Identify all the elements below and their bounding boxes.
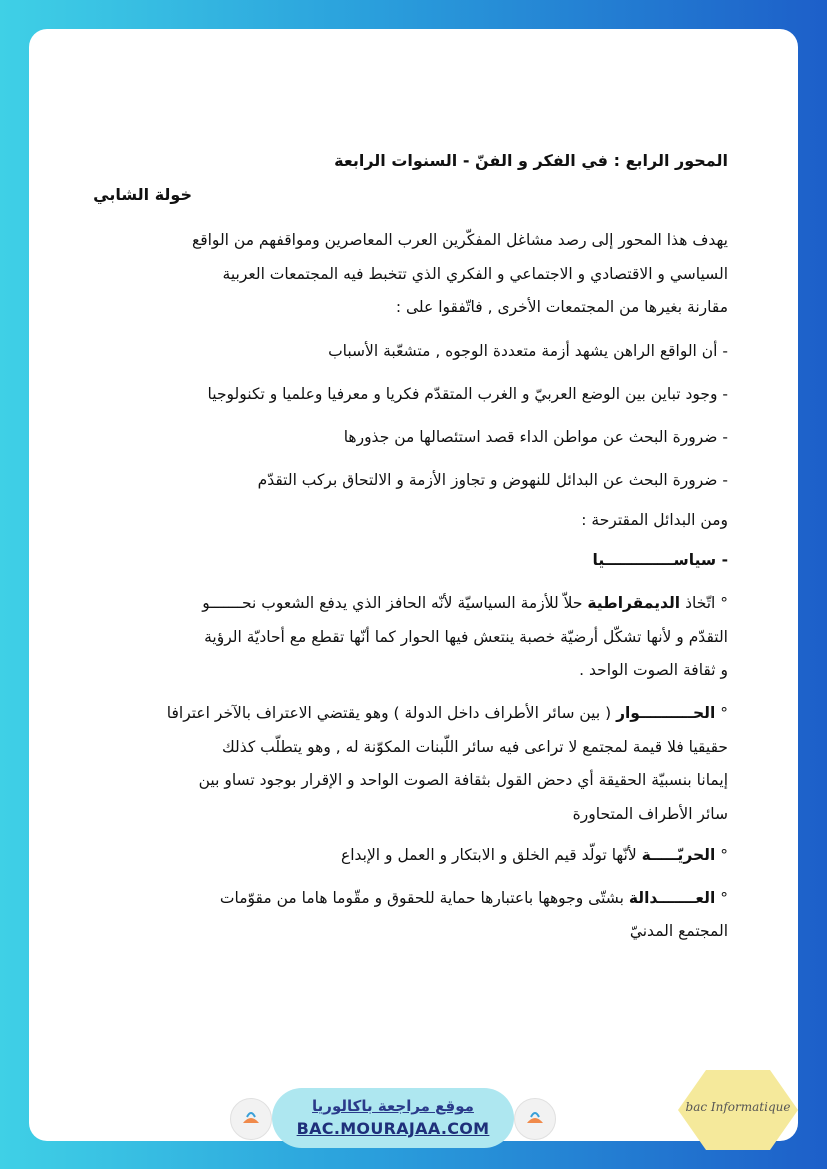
democracy-line-3: و ثقافة الصوت الواحد . — [579, 661, 728, 679]
author-name: خولة الشابي — [93, 185, 192, 204]
section-politics: - سياســـــــــــــيا — [592, 551, 728, 569]
intro-line-1: يهدف هذا المحور إلى رصد مشاغل المفكّرين العرب المعاصرين ومواقفهم من الواقع — [191, 231, 728, 249]
point-4: - ضرورة البحث عن البدائل للنهوض و تجاوز الأزمة و الالتحاق بركب التقدّم — [257, 471, 728, 489]
dialogue-line-1 — [167, 703, 728, 723]
freedom-keyword: الحريّـــــة — [641, 846, 716, 864]
site-url[interactable]: BAC.MOURAJAA.COM — [296, 1119, 490, 1138]
intro-line-3: مقارنة بغيرها من المجتمعات الأخرى , فاتّفقوا على : — [395, 298, 728, 316]
point-1: - أن الواقع الراهن يشهد أزمة متعددة الوجوه , متشعّبة الأسباب — [328, 342, 728, 360]
freedom-text: لأنّها تولّد قيم الخلق و الابتكار و العمل و الإبداع — [340, 846, 637, 864]
intro-line-2: السياسي و الاقتصادي و الاجتماعي و الفكري الذي تتخبط فيه المجتمعات العربية — [222, 265, 728, 283]
point-3: - ضرورة البحث عن مواطن الداء قصد استئصالها من جذورها — [343, 428, 728, 446]
page-title: المحور الرابع : في الفكر و الفنّ - السنوات الرابعة — [334, 151, 728, 170]
bullet-prefix: ° — [720, 704, 728, 722]
democracy-line-2: التقدّم و لأنها تشكّل أرضيّة خصبة ينتعش فيها الحوار كما أنّها تقطع مع أحاديّة الرؤية — [204, 628, 728, 646]
democracy-keyword: الديمقراطية — [587, 594, 681, 612]
site-name-arabic[interactable]: موقع مراجعة باكالوريا — [312, 1097, 474, 1115]
dialogue-keyword: الحــــــــــوار — [616, 704, 716, 722]
alternatives-intro: ومن البدائل المقترحة : — [581, 511, 728, 529]
badge-label: bac Informatique — [685, 1100, 791, 1114]
dialogue-text: ( بين سائر الأطراف داخل الدولة ) وهو يقتضي الاعتراف بالآخر اعترافا — [166, 704, 612, 722]
site-logo-left — [230, 1098, 272, 1140]
justice-line-2: المجتمع المدنيّ — [629, 922, 728, 940]
justice-keyword: العـــــــدالة — [628, 889, 716, 907]
site-link[interactable] — [272, 1088, 514, 1148]
freedom-line — [341, 845, 728, 865]
bac-informatique-badge — [676, 1066, 800, 1154]
justice-line-1 — [220, 888, 728, 908]
bullet-prefix: ° اتّخاذ — [685, 594, 728, 612]
bullet-prefix: ° — [720, 846, 728, 864]
point-2: - وجود تباين بين الوضع العربيّ و الغرب المتقدّم فكريا و معرفيا وعلميا و تكنولوجيا — [207, 385, 728, 403]
justice-text: بشتّى وجوهها باعتبارها حماية للحقوق و مقّوما هاما من مقوّمات — [219, 889, 624, 907]
dialogue-line-2: حقيقيا فلا قيمة لمجتمع لا تراعى فيه سائر اللّبنات المكوّنة له , وهو يتطلّب كذلك — [221, 738, 728, 756]
democracy-line-1 — [202, 593, 728, 613]
bullet-prefix: ° — [720, 889, 728, 907]
site-logo-right — [514, 1098, 556, 1140]
dialogue-line-3: إيمانا بنسبيّة الحقيقة أي دحض القول بثقافة الصوت الواحد و الإقرار بوجود تساو بين — [198, 771, 728, 789]
dialogue-line-4: سائر الأطراف المتحاورة — [572, 805, 728, 823]
democracy-text: حلاّ للأزمة السياسيّة لأنّه الحافز الذي يدفع الشعوب نحـــــــو — [202, 594, 583, 612]
